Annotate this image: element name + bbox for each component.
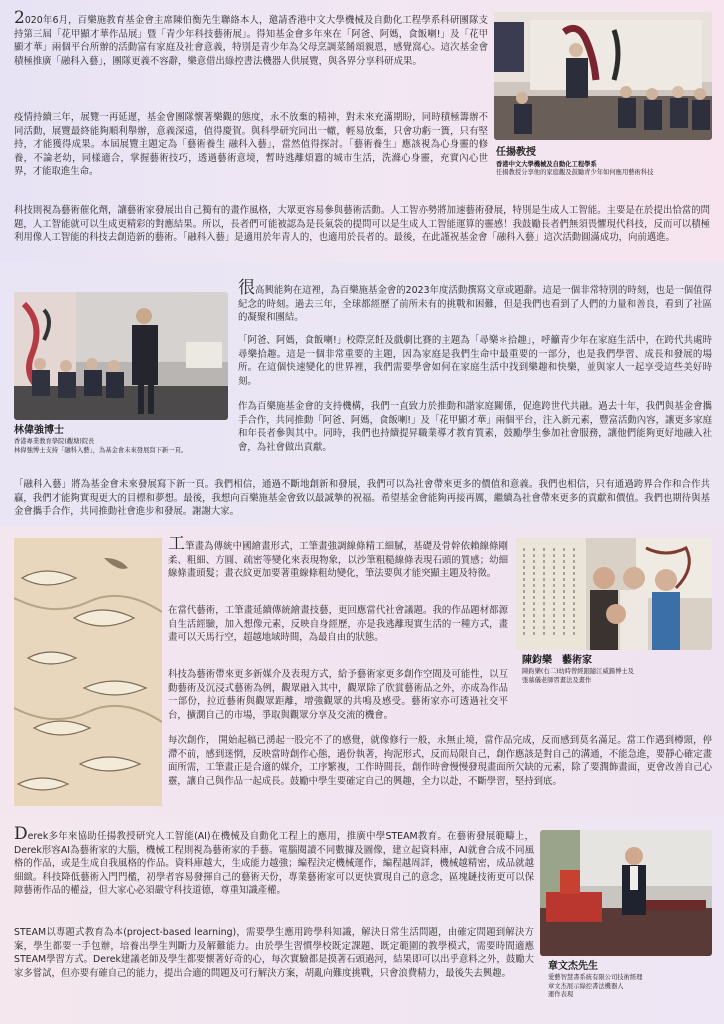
section1-paragraph-2: 疫情持續三年，展覽一再延遲，基金會團隊懷著樂觀的態度，永不放棄的精神，對未來充滿期盼，同時積極籌辦不同活動，展覽最終能夠順利舉辦，意義深遠，值得慶賀。與科學研究同出一轍，輕易放棄，只會功虧一簣，只有堅持，才能獲得成果。本屆展覽主題定為「藝術養生 融科入藝」，當然值得探討。「藝術養生」應該視為心身靈的修養，不論老幼，同樣適合，掌握藝術技巧，透過藝術意境，暫時逃離煩囂的城市生活，洗滌心身靈，充實內心世界，才能取進生命。 (14, 112, 488, 178)
section4-paragraph-1: Derek多年來協助任揚教授研究人工智能(AI)在機械及自動化工程上的應用，推廣中學STEAM教育。在藝術發展範疇上，Derek形容AI為藝術家的大腦，機械工程則視為藝術家的手藝。電腦閱讀不同數據及圖像，建立起資料庫，AI就會合成不同風格的作品，或是生成自我風格的作品。資料庫越大，生成能力越強；編程決定機械運作，編程越周詳，機械越精密，成品就越細緻。科技降低藝術入門門檻，初學者容易發揮自己的藝術天份，專業藝術家可以更快實現自己的意念，區塊鏈技術更可以保障藝術作品的權益，但大家心必須嚴守科技道德，尊重知識產權。 (14, 824, 534, 897)
section2-paragraph-2: 「阿爸、阿媽，食飯喇!」校際烹飪及戲劇比賽的主題為「尋樂＊拾趣」，呼籲青少年在家庭生活中，在跨代共處時尋樂拾趣。這是一個非常重要的主題，因為家庭是我們生命中最重要的一部分，也是我們學習、成長和發展的場所。在這個快速變化的世界裡，我們需要學會如何在家庭生活中找到樂趣和快樂，並與家人一起享受這些美好時刻。 (238, 335, 712, 387)
caption-desc: 林偉強博士支持「融科入藝」，為基金會未來發展寫下新一頁。 (14, 446, 188, 454)
caption-title: 香港專業教育學院(觀塘)院長 (14, 438, 95, 445)
caption-name: 章文杰先生 (548, 961, 598, 972)
section4-paragraph-2: STEAM以專題式教育為本(project-based learning)，需要學生應用跨學科知識，解決日常生活問題，由確定問題到解決方案，學生都要一手包辦，培養出學生判斷力及解難能力。由於學生習慣學校既定課題、既定範圍的教學模式，需要時間適應STEAM學習方式。Derek建議老師及學生都要懷著好奇的心，每次實驗都是摸著石頭過河，結果即可以出乎意料之外，鼓勵大家多嘗試，但亦要有確自己的能力，提出合適的問題及可行解決方案，胡亂向難度挑戰，只會浪費精力，最後失去興趣。 (14, 927, 534, 979)
section2-paragraph-1: 很高興能夠在這裡，為百樂施基金會的2023年度活動撰寫文章或題辭。這是一個非常特別的時刻，也是一個值得紀念的時刻。過去三年，全球都經歷了前所未有的挑戰和困難，但是我們也看到了人們的力量和善良，看到了社區的凝聚和團結。 (238, 278, 712, 324)
caption-desc-line2: 張慕儀老師習畫法及畫作 (522, 676, 592, 684)
section1-paragraph-1: 2020年6月，百樂施教育基金會主席陳伯衡先生聯絡本人，邀請香港中文大學機械及自動化工程學系科研團隊支持第三屆「花甲顯才華作品展」暨「青少年科技藝術展」。得知基金會多年來在「阿爸、阿媽，食飯喇!」及「花甲顯才華」兩個平台所辦的活動富有家庭及社會意義，特別是青少年為父母烹調菜餚頌親恩，感覺窩心。這次基金會積極推廣「融科入藝」，團隊更義不容辭，樂意借出綠控書法機器人供展覽，與各界分享科研成果。 (14, 8, 488, 67)
caption-desc-line1: 陳鈞樂(右二)幼時曾經跟隨江威鍚博士及 (522, 668, 634, 675)
section3-paragraph-3: 科技為藝術帶來更多新媒介及表現方式，給予藝術家更多創作空間及可能性，以互動藝術及沉浸式藝術為例，觀眾融入其中，觀眾除了欣賞藝術品之外，亦成為作品一部份，拉近藝術與觀眾距離，增強觀眾的共鳴及感受。藝術家亦可透過社交平台，擴濶自己的市場，爭取與觀眾分享及交流的機會。 (168, 669, 508, 721)
drop-cap: D (14, 824, 28, 844)
caption-name: 林偉強博士 (14, 425, 64, 436)
section4-photo-robot-demo (540, 830, 712, 956)
caption-desc-line1: 章文杰展示綠控書法機器人 (548, 982, 624, 990)
drop-cap: 很 (238, 278, 256, 298)
section4-caption (548, 960, 718, 1000)
caption-title: 香港中文大學機械及自動化工程學系 (496, 161, 597, 168)
caption-name: 任揚教授 (496, 147, 536, 158)
section3-paragraph-1: 工筆畫為傳統中國繪畫形式，工筆畫強調線條精工細膩，基礎及骨幹依賴線條剛柔、粗細、方圓、疏密等變化來表現物象，以沙筆粗糙線條表現石頭的質感；幼細線條畫頭髮；畫衣紋更加要著重線條粗幼變化，筆法要與才能突顯主題及特徵。 (168, 534, 508, 580)
section1-paragraph-3: 科技則視為藝術催化劑，讓藝術家發展出自己獨有的畫作風格，大眾更容易參與藝術活動。人工智亦勢將加速藝術發展，特別是生成人工智能。主要是在於提出恰當的問題，人工智能就可以生成更精彩的對應結果。所以，長者們可能被認為是長氣袋的提問可以是生成人工智能運算的靈感！我鼓勵長者們無須畏懼現代科技，反而可以積極利用像人工智能的科技去創造新的藝術。「融科入藝」是適用於年青人的，也適用於長者的。最後，在此謹祝基金會「融科入藝」這次活動圓滿成功，向前邁進。 (14, 205, 710, 244)
section2-paragraph-4: 「融科入藝」將為基金會未來發展寫下新一頁。我們相信，通過不斷地創新和發展，我們可以為社會帶來更多的價值和意義。我們也相信，只有通過跨界合作和合作共贏，我們才能夠實現更大的目標和夢想。最後，我想向百樂施基金會致以最誠摯的祝福。希望基金會能夠再接再厲，繼續為社會帶來更多的貢獻和價值。我們也期待與基金會攜手合作，共同推動社會進步和發展。謝謝大家。 (14, 479, 710, 518)
caption-desc: 任揚教授分享他的家庭觀及鼓勵青少年如何應用藝術科技 (496, 169, 654, 176)
drop-cap: 2 (14, 8, 25, 28)
drop-cap: 工 (168, 534, 186, 554)
section3-paragraph-2: 在當代藝術，工筆畫延續傳統繪畫技藝，更回應當代社會議題。我的作品題材都源自生活經驗，加入想像元素，反映自身經歷，亦是我逃離現實生活的一種方式，畫畫可以天馬行空，超越地域時間，為最自由的狀態。 (168, 605, 508, 644)
section1-photo-speaker (494, 12, 712, 140)
section2-paragraph-3: 作為百樂施基金會的支持機構，我們一直致力於推動和諧家庭關係，促進跨世代共融。過去十年，我們與基金會攜手合作，共同推動「阿爸、阿媽，食飯喇!」及「花甲顯才華」兩個平台，注入新元素，豐富活動內容，讓更多家庭和年長者參與其中。同時，我們也持續提昇職業導才教育質素，鼓勵學生參加社會服務，讓他們能夠更好地融入社會，為社會做出貢獻。 (238, 401, 712, 453)
section3-painting (14, 538, 162, 806)
caption-name: 陳鈞樂 藝術家 (522, 655, 592, 666)
section2-caption (14, 424, 238, 455)
section2-photo-speaker (14, 292, 228, 420)
caption-title: 愛藝智慧書系統有限公司技術經理 (548, 974, 643, 981)
section3-photo-artist (516, 538, 712, 650)
caption-desc-line2: 運作表現 (548, 991, 574, 999)
section3-paragraph-4: 每次創作， 開始起稿已湧起一股完不了的感覺，就像修行一般，永無止境，當作品完成，反而感到莫名滿足。當工作遇到樽頸，停滯不前，感到迷惘，反映當時創作心態，過份執著，拘泥形式，反而局限自己，創作應該是對自己的溝通，不能急進，要靜心確定畫面所需，工筆畫正是合適的媒介，工序繁複，工作時間長，創作時會慢慢發現畫面所欠缺的元素，除了要潤飾畫面，更會改善自己心靈，讓自己與作品一起成長。鼓勵中學生要確定自己的興趣，全力以赴，不斷學習，堅持到底。 (168, 735, 712, 787)
section3-caption (522, 654, 712, 685)
section1-caption (496, 146, 718, 178)
